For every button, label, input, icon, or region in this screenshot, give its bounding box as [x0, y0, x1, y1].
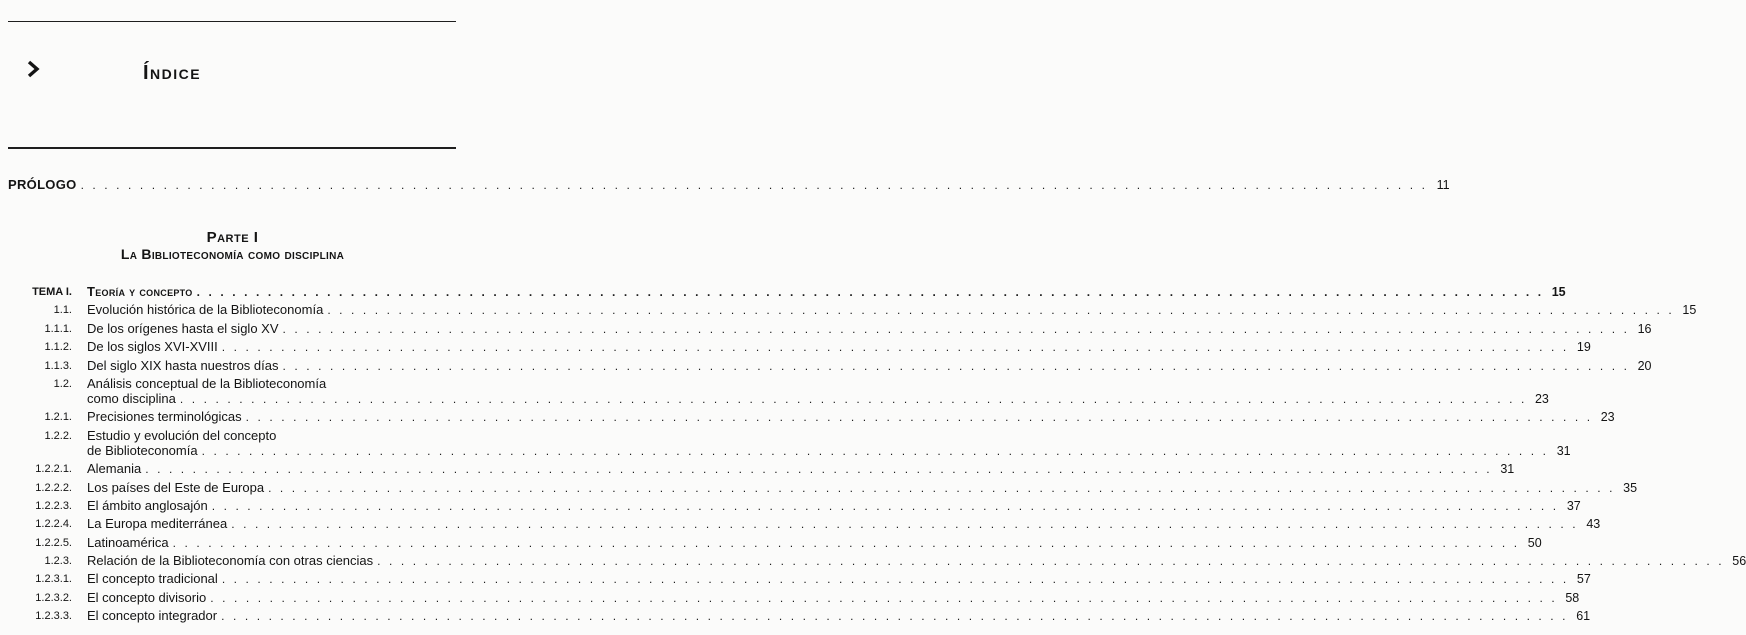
toc-entry-page-number: 31	[1500, 462, 1515, 477]
dot-leader	[221, 609, 1568, 624]
toc-entry-text	[87, 376, 1549, 407]
toc-entry	[8, 375, 1549, 407]
toc-entry	[8, 589, 1580, 606]
toc-entry-page-number: 43	[1586, 517, 1601, 532]
dot-leader	[173, 536, 1520, 551]
toc-entry-page-number: 50	[1527, 535, 1542, 550]
dot-leader	[145, 462, 1492, 477]
toc-entry-title: El concepto integrador	[87, 608, 218, 624]
toc-entry	[8, 534, 1542, 551]
toc-entry-number: TEMA I.	[32, 286, 72, 298]
toc-entry-title: El concepto divisorio	[87, 589, 207, 605]
toc-entry-page-number: 15	[1682, 303, 1697, 318]
part-number: Parte I	[206, 229, 259, 246]
toc-entry-page-number: 57	[1576, 572, 1591, 587]
toc-entry-title: De los siglos XVI-XVIII	[87, 339, 218, 355]
toc-entry-number: 1.2.	[53, 377, 72, 390]
toc-entry-title: El concepto tradicional	[87, 571, 218, 587]
toc-entry-title: Latinoamérica	[87, 534, 169, 550]
dot-leader	[81, 178, 1428, 192]
dot-leader	[197, 285, 1544, 300]
toc-entry-number: 1.2.3.1.	[35, 573, 72, 586]
toc-entry-page-number: 37	[1566, 498, 1581, 513]
toc-entry-title: La Europa mediterránea	[87, 516, 228, 532]
part-title: La Biblioteconomía como disciplina	[120, 246, 345, 262]
header-bottom-rule	[8, 147, 456, 149]
toc-entry-page-number: 23	[1600, 410, 1615, 425]
toc-entry	[8, 427, 1571, 459]
dot-leader	[202, 444, 1549, 459]
prologo-label: PRÓLOGO	[8, 177, 77, 192]
toc-entry-text	[87, 409, 1615, 425]
toc-entry-text	[87, 321, 1652, 337]
dot-leader	[327, 303, 1674, 318]
toc-entry-number: 1.2.3.	[44, 555, 72, 568]
dot-leader	[210, 591, 1557, 606]
toc-entry-title: Del siglo XIX hasta nuestros días	[87, 357, 279, 373]
toc-entry	[8, 516, 1601, 532]
toc-entry-text	[87, 339, 1591, 355]
toc-entry-title: Análisis conceptual de la Biblioteconomía	[87, 375, 327, 391]
top-rule	[8, 21, 456, 22]
toc-entry-number: 1.2.3.2.	[35, 591, 72, 604]
toc-entry	[8, 284, 1566, 300]
toc-entry-title: Estudio y evolución del concepto	[87, 427, 277, 443]
toc-entry-page-number: 35	[1623, 480, 1638, 495]
prologo-page-number: 11	[1436, 178, 1450, 192]
toc-entry-text	[87, 302, 1696, 318]
toc-entry-text	[87, 516, 1600, 532]
toc-entry-number: 1.2.1.	[44, 411, 72, 424]
toc-entry-title: como disciplina	[87, 390, 176, 406]
toc-entry-text	[87, 358, 1652, 374]
toc-entry-title: Los países del Este de Europa	[87, 479, 265, 495]
toc-entry-title: El ámbito anglosajón	[87, 497, 208, 513]
table-of-contents	[8, 284, 1746, 627]
toc-entry-title: De los orígenes hasta el siglo XV	[87, 320, 279, 336]
toc-entry-page-number: 56	[1732, 554, 1746, 569]
toc-entry-page-number: 23	[1534, 391, 1549, 406]
toc-entry-page-number: 31	[1556, 443, 1571, 458]
toc-entry-text	[87, 428, 1571, 459]
toc-entry-number: 1.2.2.5.	[35, 536, 72, 549]
toc-entry	[8, 409, 1615, 425]
toc-entry-text	[87, 590, 1579, 606]
toc-entry-text	[87, 571, 1591, 587]
toc-entry	[8, 357, 1652, 374]
dot-leader	[212, 499, 1559, 514]
toc-entry-number: 1.2.2.3.	[35, 499, 72, 512]
toc-entry-page-number: 61	[1576, 609, 1591, 624]
toc-entry	[8, 461, 1515, 477]
dot-leader	[283, 322, 1630, 337]
dot-leader	[377, 554, 1724, 569]
dot-leader	[222, 340, 1569, 355]
toc-entry-number: 1.1.3.	[44, 359, 72, 372]
toc-entry-number: 1.2.2.	[44, 429, 72, 442]
toc-entry	[8, 571, 1591, 587]
toc-entry-text	[87, 480, 1637, 496]
toc-entry-number: 1.2.2.4.	[35, 518, 72, 531]
page-title: Índice	[143, 62, 202, 84]
toc-entry-title: Evolución histórica de la Biblioteconomía	[87, 302, 324, 318]
toc-entry-text	[87, 535, 1542, 551]
toc-entry	[8, 302, 1697, 318]
toc-entry-page-number: 16	[1637, 321, 1652, 336]
dot-leader	[246, 410, 1593, 425]
toc-entry-page-number: 20	[1637, 358, 1652, 373]
toc-entry	[8, 339, 1591, 355]
toc-entry-title: Teoría y concepto	[87, 284, 193, 299]
toc-entry-page-number: 58	[1565, 590, 1580, 605]
toc-entry-number: 1.1.	[53, 304, 72, 317]
toc-entry	[8, 320, 1652, 337]
dot-leader	[180, 392, 1527, 407]
toc-entry-title: de Biblioteconomía	[87, 442, 198, 458]
toc-entry-page-number: 19	[1576, 340, 1591, 355]
toc-entry-text	[87, 608, 1590, 624]
toc-entry-title: Relación de la Biblioteconomía con otras ciencias	[87, 553, 374, 569]
prologo-entry	[8, 177, 1450, 192]
toc-entry-number: 1.1.2.	[44, 341, 72, 354]
toc-entry-text	[87, 553, 1746, 569]
toc-entry-number: 1.2.3.3.	[35, 610, 72, 623]
dot-leader	[222, 572, 1569, 587]
toc-entry-number: 1.2.2.1.	[35, 463, 72, 476]
toc-entry-text	[87, 461, 1514, 477]
toc-entry-number: 1.2.2.2.	[35, 481, 72, 494]
dot-leader	[231, 517, 1578, 532]
toc-entry-text	[87, 284, 1566, 300]
toc-entry-title: Alemania	[87, 461, 142, 477]
toc-entry-page-number: 15	[1551, 285, 1566, 299]
toc-entry	[8, 608, 1591, 624]
dot-leader	[283, 359, 1630, 374]
toc-entry	[8, 497, 1581, 514]
chevron-right-icon	[26, 60, 40, 78]
dot-leader	[268, 481, 1615, 496]
toc-entry-text	[87, 498, 1581, 514]
toc-entry	[8, 479, 1638, 496]
toc-entry-title: Precisiones terminológicas	[87, 409, 242, 425]
toc-entry	[8, 553, 1746, 569]
toc-entry-number: 1.1.1.	[44, 322, 72, 335]
